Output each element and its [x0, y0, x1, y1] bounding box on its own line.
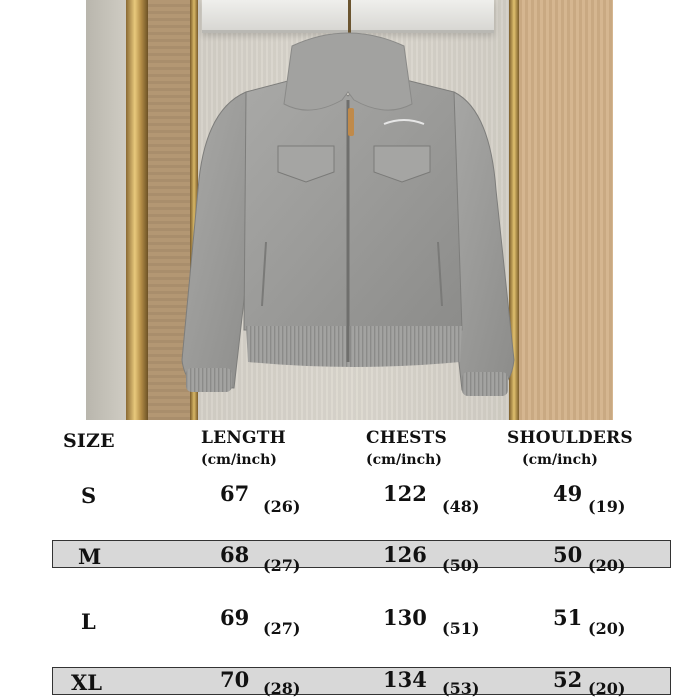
chest-inch: (50) [442, 556, 480, 575]
chest-inch: (51) [442, 619, 480, 638]
length-cm: 67 [220, 481, 250, 506]
product-photo [86, 0, 613, 420]
shoulder-inch: (20) [588, 679, 626, 698]
length-cm: 68 [220, 542, 250, 567]
header-shoulders: SHOULDERS [507, 428, 633, 448]
size-label: M [78, 544, 102, 569]
jacket-illustration [86, 0, 613, 420]
length-cm: 69 [220, 605, 250, 630]
left-cuff [186, 368, 232, 392]
chest-cm: 122 [383, 481, 427, 506]
shoulder-cm: 51 [553, 605, 583, 630]
length-inch: (27) [263, 619, 301, 638]
chest-cm: 126 [383, 542, 427, 567]
chest-inch: (48) [442, 497, 480, 516]
header-length: LENGTH [201, 428, 286, 448]
shoulder-cm: 52 [553, 667, 583, 692]
length-inch: (26) [263, 497, 301, 516]
waistband [246, 326, 462, 367]
header-chests: CHESTS [366, 428, 447, 448]
length-inch: (28) [263, 679, 301, 698]
shoulder-inch: (19) [588, 497, 626, 516]
header-shoulders-unit: (cm/inch) [522, 452, 598, 468]
length-inch: (27) [263, 556, 301, 575]
shoulder-inch: (20) [588, 556, 626, 575]
chest-cm: 130 [383, 605, 427, 630]
size-label: S [81, 483, 97, 508]
size-label: XL [71, 670, 103, 695]
right-cuff [462, 372, 508, 396]
chest-cm: 134 [383, 667, 427, 692]
zipper-pull [348, 108, 354, 136]
shoulder-cm: 49 [553, 481, 583, 506]
header-size: SIZE [63, 430, 115, 452]
length-cm: 70 [220, 667, 250, 692]
header-chests-unit: (cm/inch) [366, 452, 442, 468]
chest-inch: (53) [442, 679, 480, 698]
shoulder-inch: (20) [588, 619, 626, 638]
header-length-unit: (cm/inch) [201, 452, 277, 468]
size-label: L [81, 609, 96, 634]
shoulder-cm: 50 [553, 542, 583, 567]
